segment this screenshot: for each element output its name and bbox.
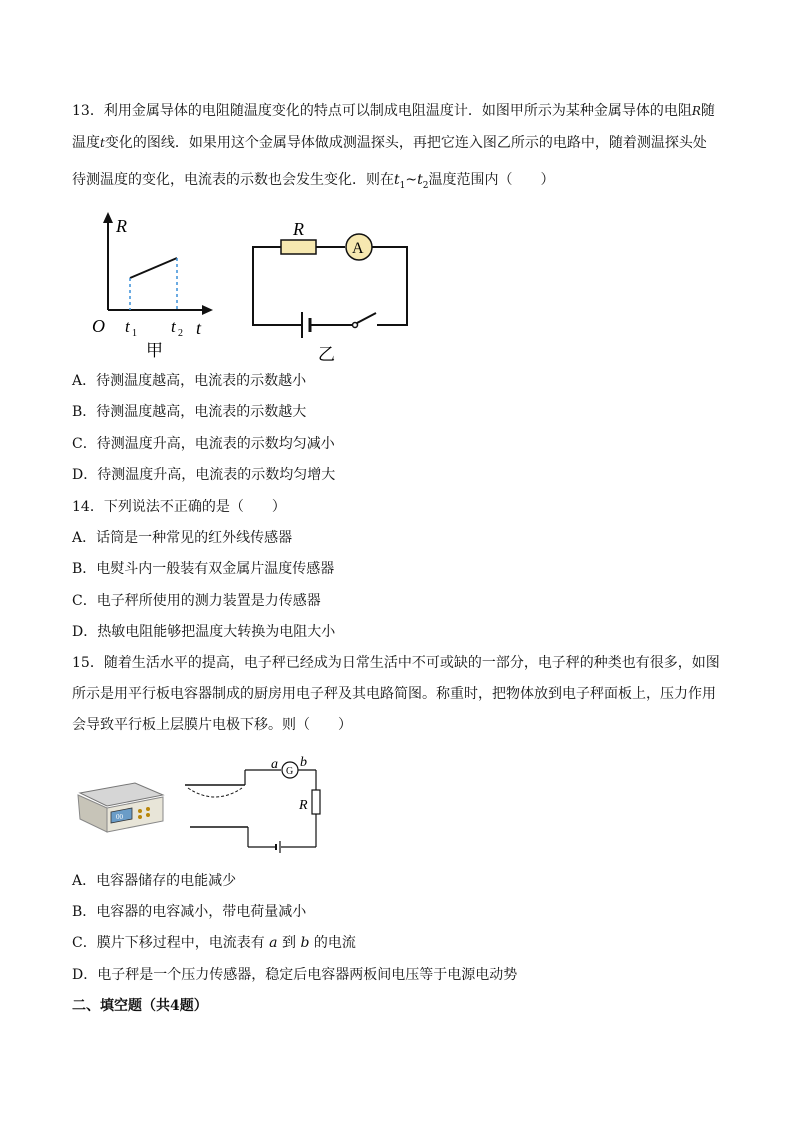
q14-option-c[interactable]: C．电子秤所使用的测力装置是力传感器 — [72, 593, 321, 609]
graph-caption: 甲 — [146, 341, 163, 360]
scale-button-icon — [146, 813, 150, 817]
x-axis-arrow-icon — [202, 305, 213, 315]
q13-option-a[interactable]: A．待测温度越高，电流表的示数越小 — [72, 373, 307, 389]
scale-button-icon — [138, 809, 142, 813]
origin-label: O — [92, 316, 105, 336]
scale-display-value: 00 — [116, 813, 123, 821]
q14-option-a[interactable]: A．话筒是一种常见的红外线传感器 — [72, 530, 293, 546]
q13-option-c[interactable]: C．待测温度升高，电流表的示数均匀减小 — [72, 436, 335, 452]
q13-line-1: 13．利用金属导体的电阻随温度变化的特点可以制成电阻温度计．如图甲所示为某种金属导体的电阻R随 — [72, 103, 715, 119]
t1-label: t — [125, 317, 130, 336]
q15-option-d[interactable]: D．电子秤是一个压力传感器，稳定后电容器两板间电压等于电源电动势 — [72, 967, 518, 983]
q13-line-2: 温度t变化的图线．如果用这个金属导体做成测温探头，再把它连入图乙所示的电路中，随着测温探头处 — [72, 135, 707, 151]
kitchen-scale-image — [75, 775, 170, 840]
resistor-label: R — [293, 219, 304, 239]
var-b: b — [300, 935, 310, 951]
q15-option-a[interactable]: A．电容器储存的电能减少 — [72, 873, 237, 889]
q13-number: 13． — [72, 103, 104, 119]
ammeter-label: A — [352, 240, 364, 257]
galvanometer-label: G — [286, 766, 294, 777]
label-a: a — [271, 757, 278, 772]
label-b: b — [300, 755, 307, 770]
circuit-yi — [245, 215, 415, 365]
y-axis-arrow-icon — [103, 212, 113, 223]
resistor-R — [281, 240, 316, 254]
svg-text:2: 2 — [178, 328, 183, 339]
svg-text:1: 1 — [132, 328, 137, 339]
y-label: R — [116, 216, 127, 236]
capacitor-circuit — [180, 752, 330, 862]
switch-blade — [357, 313, 376, 323]
q13-line-3: 待测温度的变化，电流表的示数也会发生变化．则在$t_1\sim t_2$温度范围内（ ） — [72, 172, 555, 191]
q13-option-b[interactable]: B．待测温度越高，电流表的示数越大 — [72, 404, 307, 420]
scale-button-icon — [138, 815, 142, 819]
membrane-deflection — [188, 788, 242, 797]
resistor-R — [312, 790, 320, 814]
q15-option-b[interactable]: B．电容器的电容减小，带电荷量减小 — [72, 904, 307, 920]
graph-line — [130, 258, 177, 278]
q13-option-d[interactable]: D．待测温度升高，电流表的示数均匀增大 — [72, 467, 336, 483]
switch-pivot — [353, 323, 358, 328]
q15-line-3: 会导致平行板上层膜片电极下移。则（ ） — [72, 717, 352, 733]
var-R: R — [691, 104, 701, 118]
t2-label: t — [171, 317, 176, 336]
q14-option-b[interactable]: B．电熨斗内一般装有双金属片温度传感器 — [72, 561, 335, 577]
section-2-heading: 二、填空题（共4题） — [72, 998, 208, 1014]
label-R: R — [299, 798, 308, 813]
q15-line-2: 所示是用平行板电容器制成的厨房用电子秤及其电路简图。称重时，把物体放到电子秤面板上，压力作用 — [72, 686, 716, 702]
q14-stem: 14．下列说法不正确的是（ ） — [72, 499, 286, 515]
graph-jia — [88, 210, 223, 365]
var-t: t — [100, 136, 105, 150]
var-a: a — [269, 935, 278, 951]
q15-line-1: 15．随着生活水平的提高，电子秤已经成为日常生活中不可或缺的一部分，电子秤的种类也有很多，如图 — [72, 655, 720, 671]
scale-button-icon — [146, 807, 150, 811]
circuit-caption: 乙 — [318, 345, 335, 364]
q14-option-d[interactable]: D．热敏电阻能够把温度大转换为电阻大小 — [72, 624, 336, 640]
q15-option-c[interactable]: C．膜片下移过程中，电流表有 a 到 b 的电流 — [72, 935, 356, 951]
x-label: t — [196, 318, 202, 338]
